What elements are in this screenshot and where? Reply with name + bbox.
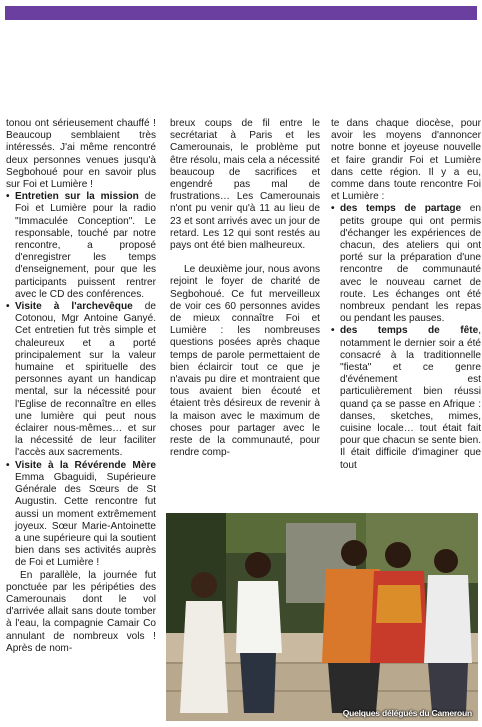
bullet-item-radio — [6, 191, 156, 301]
header-color-bar — [5, 6, 477, 20]
paragraph: Le deuxième jour, nous avons rejoint le foyer de charité de Segbohoué. Ce fut merveilleux de voir ces 60 personnes avides de mieux connaître Foi et Lumière : les nombreuses questions posées après chaque temps de parole permettaient de bien éclaircir tout ce que je n'avais pu dire et montraient que tous avaient bien écouté et étaient très désireux de revenir à la maison avec le maximum de choses pour partager avec le reste de la communauté, pour rendre comp- — [170, 264, 320, 459]
paragraph: te dans chaque diocèse, pour avoir les moyens d'annoncer notre bonne et joyeuse nouvelle et faire grandir Foi et Lumière dans cette région. Il y a eu, comme dans toute rencontre Foi et Lumière : — [331, 118, 481, 203]
text-column-1 — [6, 118, 156, 655]
bullet-text: de Cotonou, Mgr Antoine Ganyé. Cet entretien fut très simple et chaleureux et a porté principalement sur la valeur humaine et spirituelle des personnes ayant un handicap mental, sur la nécessité pour l'Eglise de reconnaître en elles une lumière qui peut nous éclairer nous-mêmes… et sur la nécessité de leur faciliter l'accès aux sacrements. — [15, 301, 156, 459]
bullet-item-partage — [331, 203, 481, 325]
bullet-title: des temps de fête — [340, 325, 479, 337]
bullet-item-archeveque — [6, 301, 156, 460]
bullet-title: Entretien sur la mission — [15, 191, 139, 203]
text-column-2 — [170, 118, 320, 459]
bullet-title: Visite à la Révérende Mère — [15, 459, 156, 471]
group-photo — [166, 513, 478, 721]
bullet-title: des temps de partage — [340, 203, 462, 215]
paragraph: tonou ont sérieusement chauffé ! Beaucoup semblaient très intéressés. J'ai même rencontré deux personnes venues jusqu'à Segbohoué pour en savoir plus sur Foi et Lumière ! — [6, 118, 156, 191]
photo-caption: Quelques délégués du Cameroun — [342, 708, 472, 718]
bullet-text: Emma Gbaguidi, Supérieure Générale des Sœurs de St Augustin. Cette rencontre fut aussi un moment extrêmement joyeux. Sœur Marie-Antoinette a une supérieure qui la soutient bien dans ses activités auprès de Foi et Lumière ! — [15, 471, 156, 569]
bullet-title: Visite à l'archevêque — [15, 301, 133, 313]
text-column-3 — [331, 118, 481, 472]
paragraph: En parallèle, la journée fut ponctuée par les péripéties des Camerounais dont le vol d'arrivée allait sans doute tomber à l'eau, la compagnie Camair Co annulant de nombreux vols ! Après de nom- — [6, 569, 156, 654]
bullet-item-reverende-mere — [6, 460, 156, 570]
bullet-item-fete — [331, 325, 481, 471]
paragraph: breux coups de fil entre le secrétariat à Paris et les Camerounais, le problème put être résolu, mais cela a nécessité beaucoup de sacrifices et engendré pas mal de frustrations… Les Camerounais n'ont pu venir qu'à 11 au lieu de 23 et sont arrivés avec un jour de retard. Les 12 qui sont restés au pays ont été bien malheureux. — [170, 118, 320, 252]
bullet-text: en petits groupe qui ont permis d'échanger les expériences de chacun, des ateliers qui ont porté sur la préparation d'une rencontre de communauté avec le nouveau carnet de route. Les échanges ont été nombreux pendant les repas ou pendant les pauses. — [340, 203, 481, 325]
bullet-text: de Foi et Lumière pour la radio "Immaculée Conception". Le responsable, touché par notre rencontre, a proposé d'enregistrer les temps d'enseignement, pour que les participants puissent rentrer avec le CD des conférences. — [15, 191, 156, 300]
photo-illustration — [166, 513, 478, 721]
bullet-text: , notamment le dernier soir a été consacré à la traditionnelle "fiesta" et ce genre d'événement est particulièrement bien réussi quand ça se passe en Afrique : danses, sketches, mimes, cuisine locale… tout était fait pour que chacun se sente bien. Il était difficile d'imaginer que tout — [340, 325, 481, 471]
